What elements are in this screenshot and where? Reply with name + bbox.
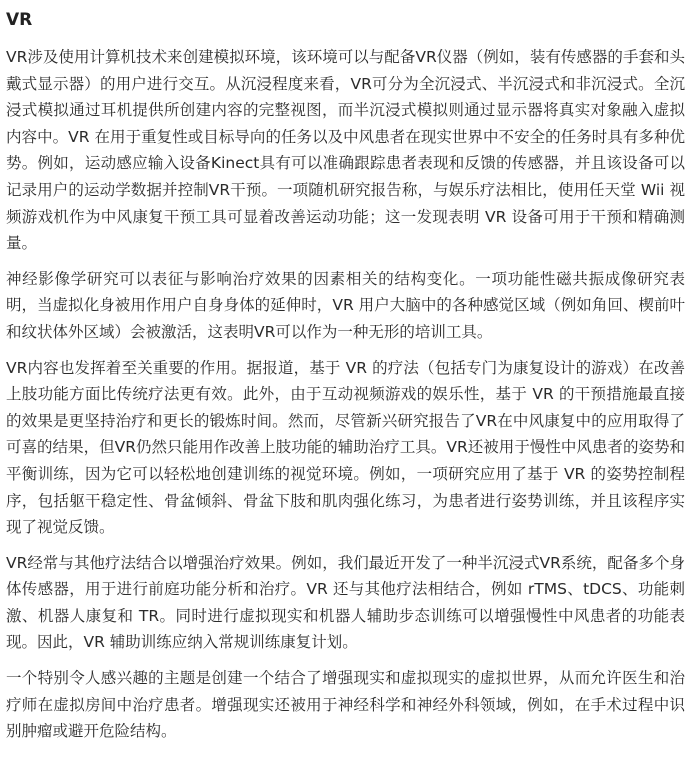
section-title: VR <box>6 10 33 30</box>
paragraph-vr-content: VR内容也发挥着至关重要的作用。据报道，基于 VR 的疗法（包括专门为康复设计的游戏）在改善上肢功能方面比传统疗法更有效。此外，由于互动视频游戏的娱乐性，基于 VR 的干预措施最直接的效果是更坚持治疗和更长的锻炼时间。然而，尽管新兴研究报告了VR在中风康复中的应用取得了可喜的结果，但VR仍然只能用作改善上肢功能的辅助治疗工具。VR还被用于慢性中风患者的姿势和平衡训练，因为它可以轻松地创建训练的视觉环境。例如，一项研究应用了基于 VR 的姿势控制程序，包括躯干稳定性、骨盆倾斜、骨盆下肢和肌肉强化练习，为患者进行姿势训练，并且该程序实现了视觉反馈。 <box>6 358 685 537</box>
paragraph-combined-therapy: VR经常与其他疗法结合以增强治疗效果。例如，我们最近开发了一种半沉浸式VR系统，配备多个身体传感器，用于进行前庭功能分析和治疗。VR 还与其他疗法相结合，例如 rTMS、tDCS、功能刺激、机器人康复和 TR。同时进行虚拟现实和机器人辅助步态训练可以增强慢性中风患者的功能表现。因此，VR 辅助训练应纳入常规训练康复计划。 <box>6 553 685 652</box>
paragraph-neuroimaging: 神经影像学研究可以表征与影响治疗效果的因素相关的结构变化。一项功能性磁共振成像研究表明，当虚拟化身被用作用户自身身体的延伸时，VR 用户大脑中的各种感觉区域（例如角回、楔前叶和纹状体外区域）会被激活，这表明VR可以作为一种无形的培训工具。 <box>6 269 685 341</box>
paragraph-augmented-reality: 一个特别令人感兴趣的主题是创建一个结合了增强现实和虚拟现实的虚拟世界，从而允许医生和治疗师在虚拟房间中治疗患者。增强现实还被用于神经科学和神经外科领域，例如，在手术过程中识别肿瘤或避开危险结构。 <box>6 669 685 741</box>
paragraph-vr-overview: VR涉及使用计算机技术来创建模拟环境，该环境可以与配备VR仪器（例如，装有传感器的手套和头戴式显示器）的用户进行交互。从沉浸程度来看，VR可分为全沉浸式、半沉浸式和非沉浸式。全沉浸式模拟通过耳机提供所创建内容的完整视图，而半沉浸式模拟则通过显示器将真实对象融入虚拟内容中。VR 在用于重复性或目标导向的任务以及中风患者在现实世界中不安全的任务时具有多种优势。例如，运动感应输入设备Kinect具有可以准确跟踪患者表现和反馈的传感器，并且该设备可以记录用户的运动学数据并控制VR干预。一项随机研究报告称，与娱乐疗法相比，使用任天堂 Wii 视频游戏机作为中风康复干预工具可显着改善运动功能；这一发现表明 VR 设备可用于干预和精确测量。 <box>6 48 685 253</box>
